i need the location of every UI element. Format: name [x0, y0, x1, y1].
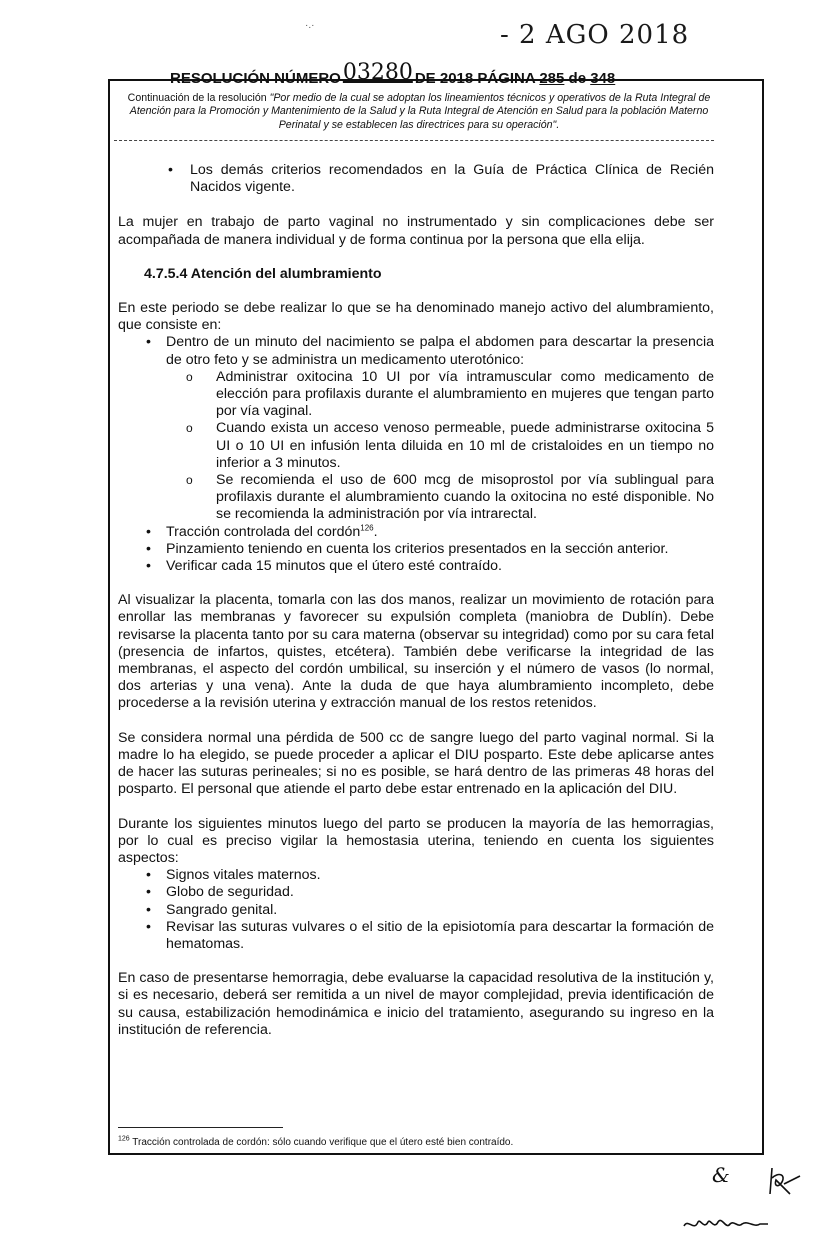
section-heading: 4.7.5.4 Atención del alumbramiento — [144, 265, 382, 282]
list-item — [146, 334, 714, 523]
continuation-note — [124, 92, 714, 132]
paragraph-blood-loss: Se considera normal una pérdida de 500 cc de sangre luego del parto vaginal normal. Si la madre lo ha elegido, se puede proceder a aplicar el DIU posparto. Este debe aplicarse antes de hacer las suturas perineales; si no es posible, se hará dentro de las primeras 48 horas del posparto. El personal que atiende el parto debe estar entrenado en la aplicación del DIU. — [118, 729, 714, 798]
date-stamp: - 2 AGO 2018 — [500, 20, 690, 50]
footnote-rule — [118, 1127, 283, 1128]
list-item-verify-uterus: • Verificar cada 15 minutos que el útero esté contraído. — [146, 558, 714, 575]
bullet-palpate: Dentro de un minuto del nacimiento se palpa el abdomen para descartar la presencia de otro feto y se administra un medicamento uterotónico: — [166, 334, 714, 368]
sublist-item-misoprostol: o Se recomienda el uso de 600 mcg de misoprostol por vía sublingual para profilaxis durante el alumbramiento cuando la oxitocina no esté disponible. No se recomienda la administración por vía intrarectal. — [186, 472, 714, 524]
resolution-of: de — [564, 70, 591, 87]
sublist-item-oxytocin-im: o Administrar oxitocina 10 UI por vía intramuscular como medicamento de elección para profilaxis durante el alumbramiento en mujeres que tengan parto por vía vaginal. — [186, 369, 714, 421]
paragraph-hemorrhage-watch: Durante los siguientes minutos luego del parto se producen la mayoría de las hemorragias, por lo cual es preciso vigilar la hemostasia uterina, teniendo en cuenta los siguientes aspectos: — [118, 815, 714, 866]
continuation-quote: "Por medio de la cual se adoptan los lineamientos técnicos y operativos de la Ruta Integral de Atención para la Promoción y Mantenimiento de la Salud y la Ruta Integral de Atención en Salud para la población Materno Perinatal y se establecen las directrices para su operación". — [129, 92, 711, 131]
document-body — [118, 162, 714, 1056]
scan-speck: ·.· — [305, 20, 315, 31]
footnote-ref: 126 — [360, 522, 374, 532]
continuation-prefix: Continuación de la resolución — [127, 92, 270, 104]
list-item: • Signos vitales maternos. — [146, 867, 714, 884]
uterotonic-sublist — [138, 369, 714, 524]
signature-icon — [682, 1212, 772, 1238]
footnote-number: 126 — [118, 1135, 130, 1143]
list-item: • Globo de seguridad. — [146, 884, 714, 901]
bullet-cord-traction: Tracción controlada del cordón — [166, 523, 361, 540]
sublist-item-oxytocin-iv: o Cuando exista un acceso venoso permeable, puede administrarse oxitocina 5 UI o 10 UI en infusión lenta diluida en 10 ml de cristaloides en un tiempo no inferior a 3 minutos. — [186, 420, 714, 472]
resolution-prefix: RESOLUCIÓN NÚMERO — [170, 70, 341, 87]
list-item: • Revisar las suturas vulvares o el sitio de la episiotomía para descartar la formación de hematomas. — [146, 919, 714, 953]
list-item: • Tracción controlada del cordón$^{126}$. — [146, 524, 714, 541]
page-header — [170, 20, 730, 87]
management-list — [118, 334, 714, 575]
page-number: 285 — [539, 70, 565, 87]
bullet-criteria: • Los demás criterios recomendados en la Guía de Práctica Clínica de Recién Nacidos vigente. — [168, 162, 714, 196]
paragraph-companion: La mujer en trabajo de parto vaginal no instrumentado y sin complicaciones debe ser acompañada de manera individual y de forma continua por la persona que ella elija. — [118, 214, 714, 248]
dashed-divider — [114, 140, 714, 141]
handwritten-initial: & — [712, 1163, 730, 1187]
page-total: 348 — [590, 70, 616, 87]
footnote-text: Tracción controlada de cordón: sólo cuando verifique que el útero esté bien contraído. — [129, 1137, 514, 1148]
paragraph-placenta: Al visualizar la placenta, tomarla con las dos manos, realizar un movimiento de rotación para enrollar las membranas y favorecer su expulsión completa (maniobra de Dublín). Debe revisarse la placenta tanto por su cara materna (observar su integridad) como por su cara fetal (presencia de infartos, quistes, etcétera). También debe verificarse la integridad de las membranas, el aspecto del cordón umbilical, su inserción y el número de vasos (lo normal, dos arterias y una vena). Ante la duda de que haya alumbramiento incompleto, debe procederse a la revisión uterina y extracción manual de los restos retenidos. — [118, 592, 714, 712]
paragraph-active-management: En este periodo se debe realizar lo que se ha denominado manejo activo del alumbramiento, que consiste en: — [118, 300, 714, 334]
aspects-list — [118, 867, 714, 953]
resolution-suffix: DE 2018 PÁGINA — [414, 70, 540, 87]
resolution-number-stamp: 03280 — [342, 60, 413, 85]
footnote — [118, 1137, 718, 1148]
list-item-clamping: • Pinzamiento teniendo en cuenta los criterios presentados en la sección anterior. — [146, 541, 714, 558]
paragraph-referral: En caso de presentarse hemorragia, debe evaluarse la capacidad resolutiva de la institución y, si es necesario, deberá ser remitida a un nivel de mayor complejidad, previa identificación de su causa, estabilización hemodinámica e inicio del tratamiento, asegurando su ingreso en la institución de referencia. — [118, 970, 714, 1038]
signature-mark-icon — [766, 1164, 806, 1198]
list-item: • Sangrado genital. — [146, 902, 714, 919]
